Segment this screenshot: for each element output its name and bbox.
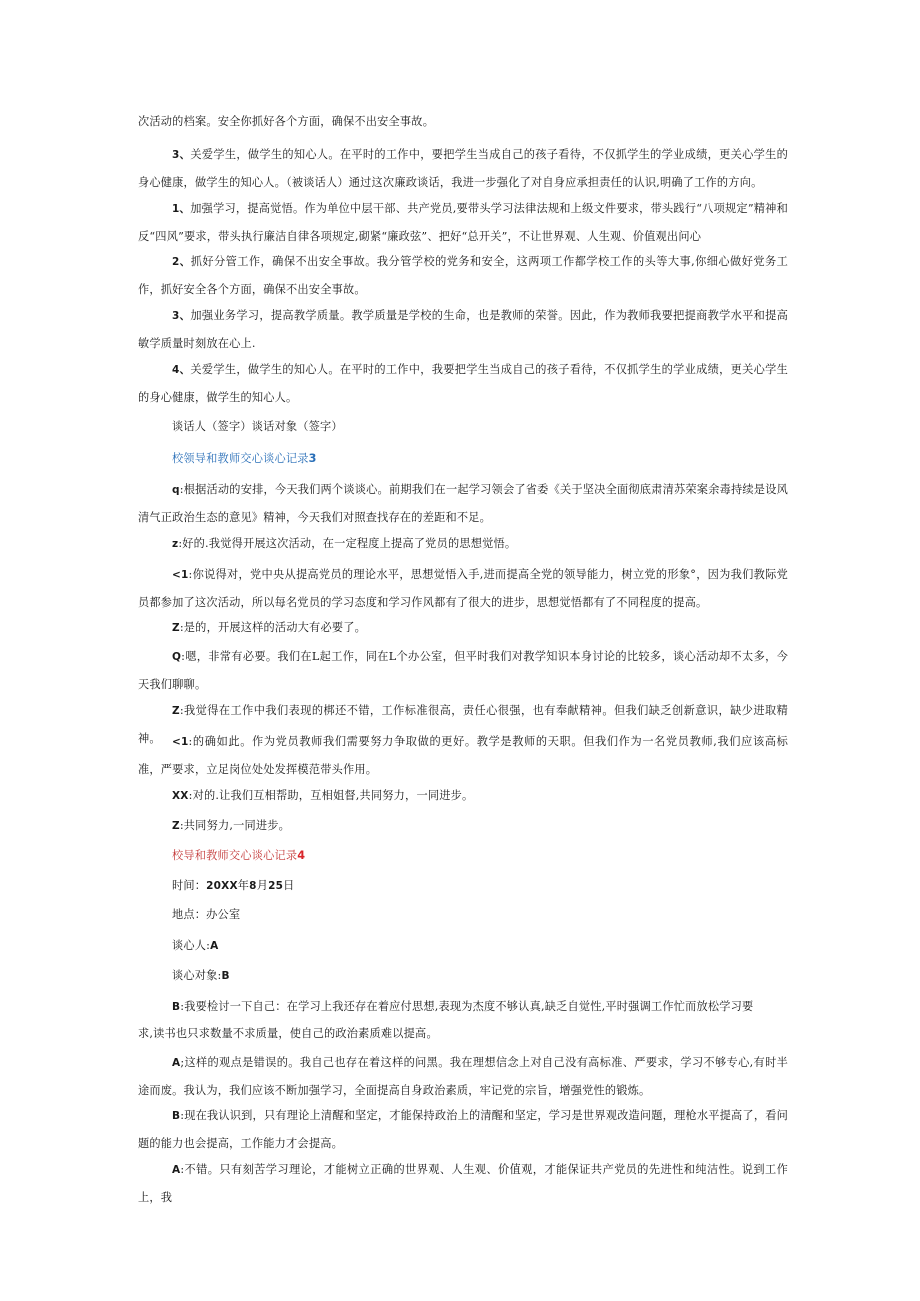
heading-number: 4: [297, 849, 306, 862]
paragraph: [138, 195, 788, 250]
speaker-label: A: [172, 1164, 181, 1176]
paragraph-text: 关爱学生，做学生的知心人。在平时的工作中，要把学生当成自己的孩子看待，不仅抓学生的学业成绩，更关心学生的身心健康，做学生的知心人。（被谈话人）通过这次廉政谈话，我进一步强化了对自身应承担责任的认识,明确了工作的方向。: [138, 148, 788, 189]
target-value: B: [221, 970, 230, 982]
dialogue-text: :对的.让我们互相帮助，互相姐督,共同努力，一同进步。: [188, 789, 474, 802]
time-month: 8: [249, 880, 257, 892]
dialogue-line: [138, 476, 788, 531]
item-number: 3、: [172, 310, 191, 322]
heading-text: 校导和教师交心谈心记录: [172, 849, 298, 862]
dialogue-text: :共同努力,一同进步。: [179, 819, 291, 832]
time-month-unit: 月: [256, 879, 269, 892]
speaker-label: Z: [172, 820, 180, 832]
talker-label: 谈心人:: [172, 939, 211, 952]
paragraph-text: 关爱学生，做学生的知心人。在平时的工作中，我要把学生当成自己的孩子看待，不仅抓学生的学业成绩，更关心学生的身心健康，做学生的知心人。: [138, 363, 788, 404]
speaker-label: z: [172, 538, 179, 550]
dialogue-line: [138, 1102, 788, 1157]
heading-number: 3: [308, 452, 317, 465]
paragraph: [138, 356, 788, 411]
dialogue-text: :我觉得在工作中我们表现的梆还不错，工作标准很高，责任心很强，也有奉献精神。但我们缺乏创新意识，缺少进取精神。: [138, 704, 788, 745]
dialogue-text: :根据活动的安排，今天我们两个谈谈心。前期我们在一起学习领会了省委《关于坚决全面彻底肃清苏荣案余毒持续是设风清气正政治生态的意见》精神，今天我们对照查找存在的差距和不足。: [138, 483, 788, 524]
paragraph-text: 谈话人（签字）谈话对象（签字）: [172, 420, 343, 433]
dialogue-text: :的确如此。作为党员教师我们需要努力争取做的更好。教学是教师的天职。但我们作为一名党员教师,我们应该高标准，严要求，立足岗位处处发挥模范带头作用。: [138, 735, 788, 776]
dialogue-text: :好的.我觉得开展这次活动，在一定程度上提高了党员的思想觉悟。: [178, 537, 517, 550]
dialogue-text: :我要检讨一下自己：在学习上我还存在着应付思想,表现为杰度不够认真,缺乏自觉性,平时强调工作忙而放松学习要: [180, 1000, 754, 1013]
item-number: 2、: [172, 256, 191, 268]
dialogue-line: [138, 782, 788, 810]
dialogue-line: [138, 993, 788, 1021]
signature-line: [138, 413, 788, 440]
paragraph: [138, 302, 788, 357]
paragraph: [138, 248, 788, 303]
heading-text: 校领导和教师交心谈心记录: [172, 452, 309, 465]
target-label: 谈心对象:: [172, 969, 222, 982]
time-day: 25: [268, 880, 284, 892]
dialogue-text: :你说得对，党中央从提高党员的理论水平，思想觉悟入手,进而提高全党的领导能力，树立党的形象°，因为我们教际党员都参加了这次活动，所以每名党员的学习态度和学习作风都有了很大的进步，思想觉悟都有了不同程度的提高。: [138, 568, 788, 609]
speaker-label: <1: [172, 736, 189, 748]
paragraph-text: 抓好分管工作，确保不出安全事故。我分管学校的党务和安全，这两项工作都学校工作的头等大事,你细心做好党务工作，抓好安全各个方面，确保不出安全事故。: [138, 255, 788, 296]
item-number: 3、: [172, 149, 191, 161]
dialogue-line: [138, 1049, 788, 1104]
dialogue-line: [138, 530, 788, 558]
speaker-label: A: [172, 1057, 181, 1069]
dialogue-text: 求,读书也只求数量不求质量，使自己的政治素质难以提高。: [138, 1027, 438, 1040]
speaker-label: q: [172, 484, 180, 496]
speaker-label: <1: [172, 569, 189, 581]
dialogue-line: [138, 728, 788, 783]
paragraph-text: 加强学习，提高觉悟。作为单位中层干部、共产党员,要带头学习法律法规和上级文件要求，带头践行“八项规定”精神和反“四风”要求，带头执行廉洁自律各项规定,砌紧“廉政弦”、把好“总开关”，不让世界观、人生观、价值观出问心: [138, 202, 788, 243]
meeting-talker: [138, 932, 788, 960]
paragraph: [138, 108, 788, 135]
time-label: 时间：: [172, 879, 207, 892]
item-number: 1、: [172, 203, 191, 215]
speaker-label: B: [172, 1001, 181, 1013]
paragraph-text: 加强业务学习，提高教学质量。教学质量是学校的生命，也是教师的荣誉。因此，作为教师我要把提商教学水平和提高敏学质量时刻放在心上.: [138, 309, 788, 350]
speaker-label: Z: [172, 622, 180, 634]
dialogue-text: :嗯，非常有必要。我们在L起工作，同在L个办公室，但平时我们对教学知识本身讨论的比较多，谈心活动却不太多，今天我们聊聊。: [138, 650, 788, 691]
speaker-label: Z: [172, 705, 180, 717]
dialogue-continuation: [138, 1020, 788, 1047]
dialogue-line: [138, 643, 788, 698]
paragraph-text: 次活动的档案。安全你抓好各个方面，确保不出安全事故。: [138, 115, 435, 128]
talker-value: A: [210, 940, 219, 952]
paragraph: [138, 141, 788, 196]
meeting-time: [138, 872, 788, 900]
section-heading: [138, 842, 788, 869]
dialogue-text: :是的，开展这样的活动大有必要了。: [179, 621, 366, 634]
time-year-unit: 年: [237, 879, 250, 892]
dialogue-text: :不错。只有刻苦学习理论，才能树立正确的世界观、人生观、价值观，才能保证共产党员的先进性和纯洁性。说到工作上，我: [138, 1163, 788, 1204]
section-heading: [138, 445, 788, 472]
meeting-target: [138, 962, 788, 990]
paragraph-text: 地点：办公室: [172, 908, 241, 921]
dialogue-line: [138, 812, 788, 840]
dialogue-text: ;这样的观点是错误的。我自己也存在着这样的问黑。我在理想信念上对自己没有高标准、严要求，学习不够专心,有时半途而废。我认为，我们应该不断加强学习，全面提高自身政治素质，牢记党的宗旨，增强党性的锻炼。: [138, 1056, 788, 1097]
dialogue-line: [138, 561, 788, 616]
time-year: 20XX: [206, 880, 238, 892]
dialogue-line: [138, 1156, 788, 1211]
dialogue-line: [138, 614, 788, 642]
speaker-label: B: [172, 1110, 181, 1122]
speaker-label: XX: [172, 790, 189, 802]
dialogue-text: :现在我认识到，只有理论上清醒和坚定，才能保持政治上的清醒和坚定，学习是世界观改造问题，理枪水平提高了，看问题的能力也会提高，工作能力才会提高。: [138, 1109, 788, 1150]
meeting-place: [138, 901, 788, 928]
speaker-label: Q: [172, 651, 182, 663]
time-day-unit: 日: [283, 879, 295, 892]
item-number: 4、: [172, 364, 191, 376]
